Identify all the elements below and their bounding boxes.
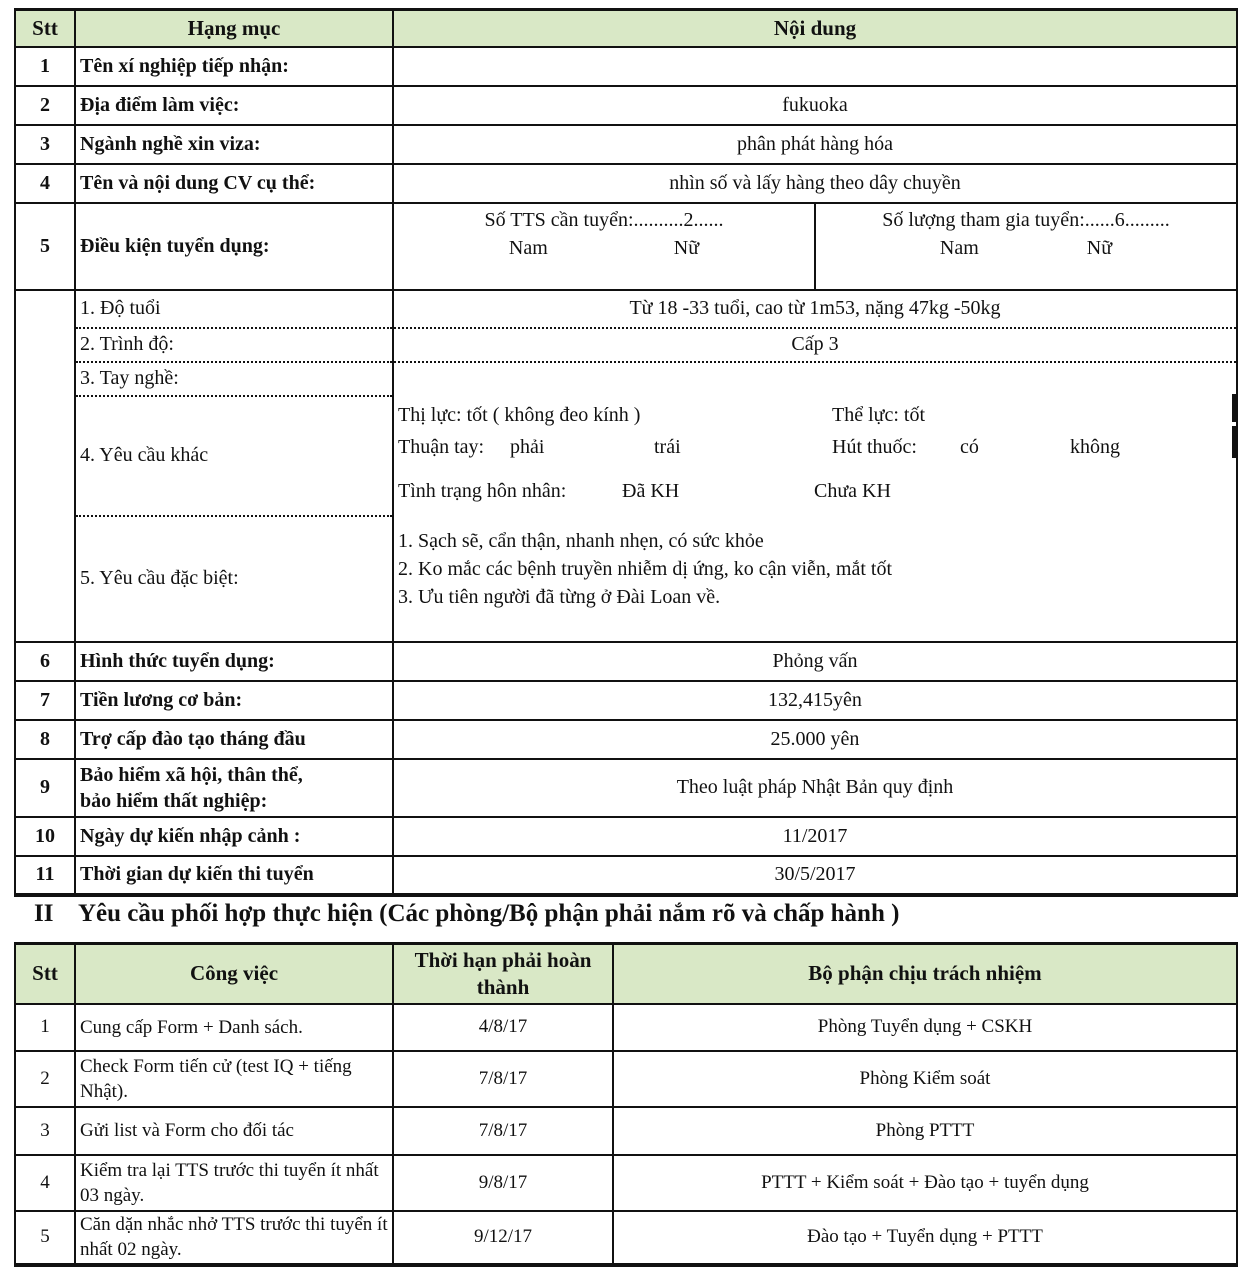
task-text: Gửi list và Form cho đối tác xyxy=(75,1107,393,1155)
education-label: 2. Trình độ: xyxy=(75,328,393,362)
hand-left: trái xyxy=(654,435,681,458)
recruitment-condition-row xyxy=(15,203,1237,290)
task-stt: 1 xyxy=(15,1004,75,1051)
male-label: Nam xyxy=(508,236,548,259)
trainee-needed-text: Số TTS cần tuyển:..........2...... xyxy=(484,208,724,231)
table-row xyxy=(15,47,1237,86)
male-label: Nam xyxy=(939,236,979,259)
row-stt: 8 xyxy=(15,720,75,759)
row-value: phân phát hàng hóa xyxy=(393,125,1237,164)
table-row xyxy=(15,1155,1237,1211)
section-number: II xyxy=(34,900,54,927)
special-item: 1. Sạch sẽ, cẩn thận, nhanh nhẹn, có sức khỏe xyxy=(398,529,764,552)
age-label: 1. Độ tuổi xyxy=(75,290,393,328)
participants-count xyxy=(816,204,1236,289)
row-label: Ngành nghề xin viza: xyxy=(75,125,393,164)
header-content: Nội dung xyxy=(393,10,1237,47)
row-stt: 11 xyxy=(15,856,75,895)
row-label xyxy=(75,759,393,817)
insurance-label-line2: bảo hiểm thất nghiệp: xyxy=(80,789,268,812)
row-stt: 6 xyxy=(15,642,75,681)
skill-label: 3. Tay nghề: xyxy=(75,362,393,396)
row-value: 132,415yên xyxy=(393,681,1237,720)
table-row xyxy=(15,681,1237,720)
row-stt: 3 xyxy=(15,125,75,164)
task-text: Kiểm tra lại TTS trước thi tuyển ít nhất 03 ngày. xyxy=(75,1155,393,1211)
task-department: Phòng Kiểm soát xyxy=(613,1051,1237,1107)
participants-gender xyxy=(816,234,1236,262)
condition-split xyxy=(394,204,1236,289)
row-stt: 10 xyxy=(15,817,75,856)
participants-count-text: Số lượng tham gia tuyển:......6......... xyxy=(882,208,1170,231)
row-label: Điều kiện tuyển dụng: xyxy=(75,203,393,290)
task-stt: 5 xyxy=(15,1211,75,1265)
table-row xyxy=(15,1004,1237,1051)
row-label: Tiền lương cơ bản: xyxy=(75,681,393,720)
smoke-no: không xyxy=(1070,435,1120,458)
row-label: Địa điểm làm việc: xyxy=(75,86,393,125)
table-row xyxy=(15,1107,1237,1155)
marital-single: Chưa KH xyxy=(814,479,891,502)
edge-mark xyxy=(1232,394,1238,422)
table-row xyxy=(15,1211,1237,1265)
task-stt: 4 xyxy=(15,1155,75,1211)
requirements-cell xyxy=(393,362,1237,642)
trainee-needed xyxy=(394,204,816,289)
row-value: 11/2017 xyxy=(393,817,1237,856)
section-title xyxy=(34,900,899,928)
hand-right: phải xyxy=(510,435,545,458)
row-stt: 1 xyxy=(15,47,75,86)
smoke-yes: có xyxy=(960,435,979,458)
recruitment-info-table xyxy=(14,8,1238,897)
other-requirements xyxy=(398,363,1232,502)
special-label: 5. Yêu cầu đặc biệt: xyxy=(75,516,393,642)
row-label: Thời gian dự kiến thi tuyển xyxy=(75,856,393,895)
criteria-stt-blank xyxy=(15,290,75,642)
table-header-row xyxy=(15,944,1237,1004)
trainee-needed-gender xyxy=(394,234,814,262)
row-value: fukuoka xyxy=(393,86,1237,125)
header-stt: Stt xyxy=(15,944,75,1004)
table-row xyxy=(15,125,1237,164)
task-stt: 2 xyxy=(15,1051,75,1107)
row-value: nhìn số và lấy hàng theo dây chuyền xyxy=(393,164,1237,203)
age-value: Từ 18 -33 tuổi, cao từ 1m53, nặng 47kg -50kg xyxy=(393,290,1237,328)
other-label: 4. Yêu cầu khác xyxy=(75,396,393,516)
table-row xyxy=(15,164,1237,203)
header-task: Công việc xyxy=(75,944,393,1004)
header-stt: Stt xyxy=(15,10,75,47)
hand-label: Thuận tay: xyxy=(398,435,485,458)
table-row xyxy=(15,817,1237,856)
row-value xyxy=(393,47,1237,86)
table-row xyxy=(15,1051,1237,1107)
condition-split-cell xyxy=(393,203,1237,290)
insurance-label-line1: Bảo hiểm xã hội, thân thể, xyxy=(80,763,303,786)
row-value: 25.000 yên xyxy=(393,720,1237,759)
smoke-label: Hút thuốc: xyxy=(832,435,917,458)
criteria-education-row xyxy=(15,328,1237,362)
marital-married: Đã KH xyxy=(622,479,680,502)
special-item: 3. Ưu tiên người đã từng ở Đài Loan về. xyxy=(398,585,721,608)
education-value: Cấp 3 xyxy=(393,328,1237,362)
task-deadline: 7/8/17 xyxy=(393,1107,613,1155)
marital-label: Tình trạng hôn nhân: xyxy=(398,479,567,502)
task-department: PTTT + Kiểm soát + Đào tạo + tuyển dụng xyxy=(613,1155,1237,1211)
task-department: Phòng PTTT xyxy=(613,1107,1237,1155)
task-deadline: 9/12/17 xyxy=(393,1211,613,1265)
table-row xyxy=(15,642,1237,681)
row-label: Tên và nội dung CV cụ thể: xyxy=(75,164,393,203)
table-row xyxy=(15,759,1237,817)
row-stt: 4 xyxy=(15,164,75,203)
row-value: Theo luật pháp Nhật Bản quy định xyxy=(393,759,1237,817)
row-value: Phỏng vấn xyxy=(393,642,1237,681)
table-row xyxy=(15,86,1237,125)
row-label: Trợ cấp đào tạo tháng đầu xyxy=(75,720,393,759)
section-title-text: Yêu cầu phối hợp thực hiện (Các phòng/Bộ phận phải nắm rõ và chấp hành ) xyxy=(78,900,900,927)
table-row xyxy=(15,720,1237,759)
eyesight-text: Thị lực: tốt ( không đeo kính ) xyxy=(398,403,641,426)
row-label: Ngày dự kiến nhập cảnh : xyxy=(75,817,393,856)
table-row xyxy=(15,856,1237,895)
row-stt: 2 xyxy=(15,86,75,125)
table-header-row xyxy=(15,10,1237,47)
task-text: Cung cấp Form + Danh sách. xyxy=(75,1004,393,1051)
criteria-age-row xyxy=(15,290,1237,328)
edge-mark xyxy=(1232,426,1238,458)
task-stt: 3 xyxy=(15,1107,75,1155)
task-text: Căn dặn nhắc nhở TTS trước thi tuyển ít nhất 02 ngày. xyxy=(75,1211,393,1265)
row-stt: 7 xyxy=(15,681,75,720)
special-item: 2. Ko mắc các bệnh truyền nhiễm dị ứng, ko cận viễn, mắt tốt xyxy=(398,557,893,580)
task-deadline: 7/8/17 xyxy=(393,1051,613,1107)
header-deadline: Thời hạn phải hoàn thành xyxy=(393,944,613,1004)
physique-text: Thể lực: tốt xyxy=(832,403,926,426)
task-department: Đào tạo + Tuyển dụng + PTTT xyxy=(613,1211,1237,1265)
row-label: Hình thức tuyển dụng: xyxy=(75,642,393,681)
task-deadline: 9/8/17 xyxy=(393,1155,613,1211)
row-value: 30/5/2017 xyxy=(393,856,1237,895)
header-category: Hạng mục xyxy=(75,10,393,47)
coordination-table xyxy=(14,942,1238,1267)
task-text: Check Form tiến cử (test IQ + tiếng Nhật). xyxy=(75,1051,393,1107)
female-label: Nữ xyxy=(673,236,700,259)
criteria-skill-row xyxy=(15,362,1237,396)
female-label: Nữ xyxy=(1086,236,1113,259)
row-stt: 5 xyxy=(15,203,75,290)
task-department: Phòng Tuyển dụng + CSKH xyxy=(613,1004,1237,1051)
row-label: Tên xí nghiệp tiếp nhận: xyxy=(75,47,393,86)
row-stt: 9 xyxy=(15,759,75,817)
task-deadline: 4/8/17 xyxy=(393,1004,613,1051)
header-department: Bộ phận chịu trách nhiệm xyxy=(613,944,1237,1004)
